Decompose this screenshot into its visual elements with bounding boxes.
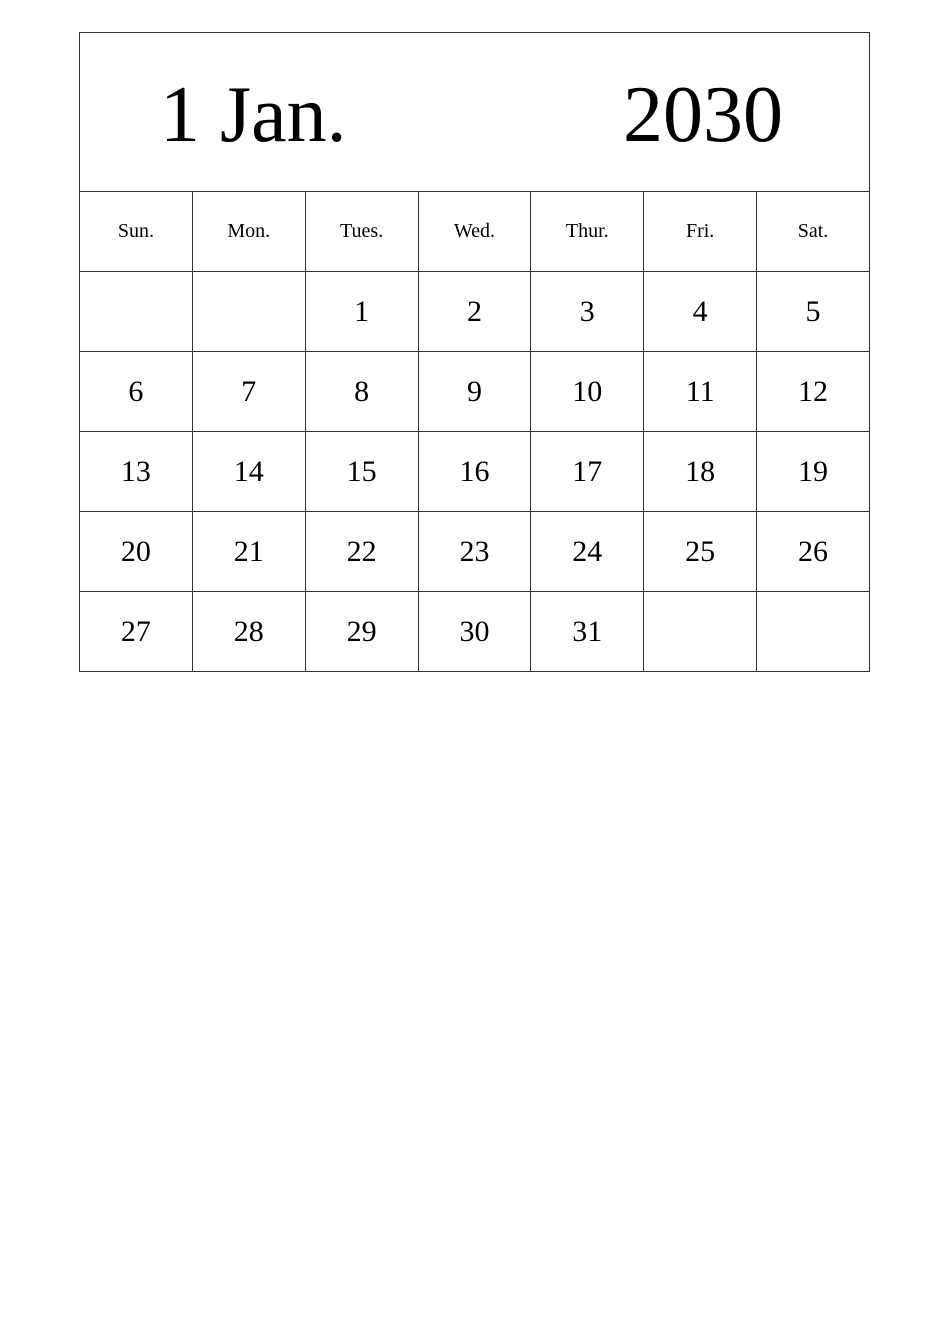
day-cell: 22 (305, 512, 418, 592)
day-cell: 24 (531, 512, 644, 592)
day-cell: 1 (305, 272, 418, 352)
day-cell: 15 (305, 432, 418, 512)
day-cell: 4 (644, 272, 757, 352)
calendar-header-row (80, 33, 870, 192)
week-row-1 (80, 272, 870, 352)
week-row-2 (80, 352, 870, 432)
day-cell: 30 (418, 592, 531, 672)
day-cell: 20 (80, 512, 193, 592)
day-cell: 31 (531, 592, 644, 672)
day-cell: 18 (644, 432, 757, 512)
weekday-fri: Fri. (644, 192, 757, 272)
weekday-thu: Thur. (531, 192, 644, 272)
week-row-3 (80, 432, 870, 512)
day-cell: 27 (80, 592, 193, 672)
day-cell: 25 (644, 512, 757, 592)
day-cell: 10 (531, 352, 644, 432)
day-cell: 17 (531, 432, 644, 512)
day-cell: 14 (192, 432, 305, 512)
day-cell: 7 (192, 352, 305, 432)
day-cell: 23 (418, 512, 531, 592)
calendar-title (80, 33, 869, 191)
day-cell: 8 (305, 352, 418, 432)
day-cell: 11 (644, 352, 757, 432)
day-cell: 5 (757, 272, 870, 352)
week-row-5 (80, 592, 870, 672)
year-label: 2030 (623, 71, 783, 159)
weekday-header-row (80, 192, 870, 272)
day-cell: 2 (418, 272, 531, 352)
day-cell: 16 (418, 432, 531, 512)
day-cell: 28 (192, 592, 305, 672)
day-cell: 6 (80, 352, 193, 432)
day-cell: 19 (757, 432, 870, 512)
day-cell: 26 (757, 512, 870, 592)
weekday-wed: Wed. (418, 192, 531, 272)
month-label: 1 Jan. (160, 71, 347, 159)
day-cell: 13 (80, 432, 193, 512)
day-cell (80, 272, 193, 352)
calendar-header (80, 33, 870, 192)
week-row-4 (80, 512, 870, 592)
weekday-mon: Mon. (192, 192, 305, 272)
day-cell: 3 (531, 272, 644, 352)
month-calendar (79, 32, 870, 672)
weekday-tue: Tues. (305, 192, 418, 272)
weekday-sat: Sat. (757, 192, 870, 272)
day-cell: 21 (192, 512, 305, 592)
day-cell: 9 (418, 352, 531, 432)
day-cell (644, 592, 757, 672)
weekday-sun: Sun. (80, 192, 193, 272)
day-cell (757, 592, 870, 672)
day-cell: 29 (305, 592, 418, 672)
day-cell: 12 (757, 352, 870, 432)
day-cell (192, 272, 305, 352)
